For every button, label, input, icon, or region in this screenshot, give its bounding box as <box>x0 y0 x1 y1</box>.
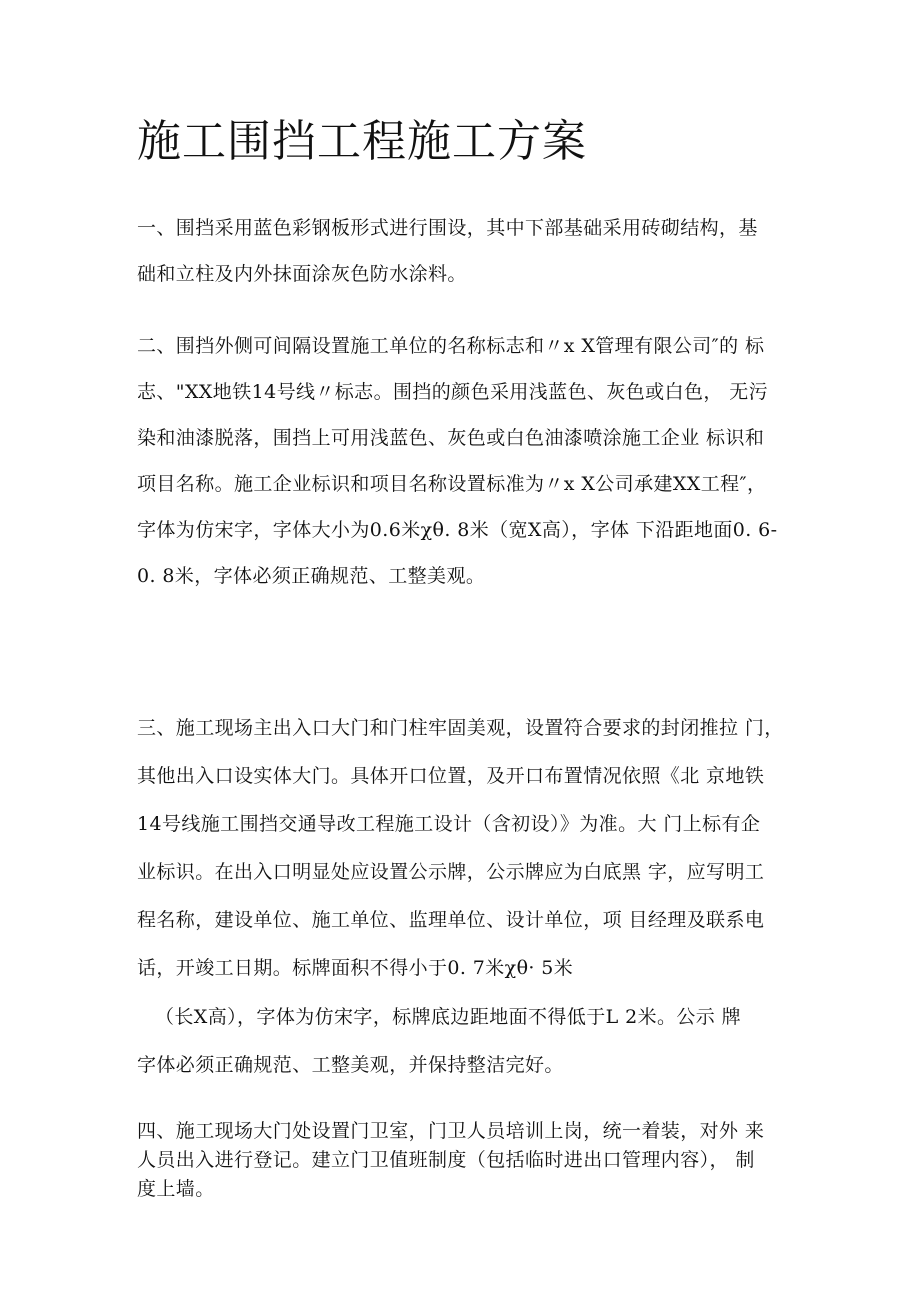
paragraph-line: 程名称，建设单位、施工单位、监理单位、设计单位，项 目经理及联系电 <box>137 909 765 931</box>
paragraph-line: 二、围挡外侧可间隔设置施工单位的名称标志和〃x X管理有限公司″的 标 <box>137 335 765 357</box>
paragraph-line: 染和油漆脱落，围挡上可用浅蓝色、灰色或白色油漆喷涂施工企业 标识和 <box>137 427 765 449</box>
section-2-paragraph <box>137 323 787 599</box>
paragraph-line: 字体必须正确规范、工整美观，并保持整洁完好。 <box>137 1054 564 1076</box>
paragraph-line: 字体为仿宋字，字体大小为0.6米χθ. 8米（宽X高），字体 下沿距地面0. 6- <box>137 519 778 541</box>
paragraph-line: 人员出入进行登记。建立门卫值班制度（包括临时进出口管理内容）， 制 <box>137 1149 755 1171</box>
paragraph-line: 项目名称。施工企业标识和项目名称设置标准为〃x X公司承建XX工程″， <box>137 473 767 495</box>
document-title: 施工围挡工程施工方案 <box>137 116 587 167</box>
paragraph-line: 话，开竣工日期。标牌面积不得小于0. 7米χθ· 5米 <box>137 957 574 979</box>
paragraph-line: 0. 8米，字体必须正确规范、工整美观。 <box>137 565 486 587</box>
paragraph-line: 三、施工现场主出入口大门和门柱牢固美观，设置符合要求的封闭推拉 门， <box>137 717 784 739</box>
section-3-continuation-paragraph <box>137 993 787 1089</box>
paragraph-line: 一、围挡采用蓝色彩钢板形式进行围设，其中下部基础采用砖砌结构，基 <box>137 217 758 239</box>
paragraph-line: （长X高），字体为仿宋字，标牌底边距地面不得低于L 2米。公示 牌 <box>155 1006 742 1028</box>
paragraph-line: 其他出入口设实体大门。具体开口位置，及开口布置情况依照《北 京地铁 <box>137 765 765 787</box>
paragraph-line: 志、"XX地铁14号线〃标志。围挡的颜色采用浅蓝色、灰色或白色， 无污 <box>137 381 769 403</box>
section-4-paragraph <box>137 1117 787 1204</box>
section-3-paragraph <box>137 704 787 992</box>
paragraph-line: 14号线施工围挡交通导改工程施工设计（含初设）》为准。大 门上标有企 <box>137 813 761 835</box>
paragraph-line: 业标识。在出入口明显处应设置公示牌，公示牌应为白底黑 字，应写明工 <box>137 861 765 883</box>
paragraph-line: 四、施工现场大门处设置门卫室，门卫人员培训上岗，统一着装，对外 来 <box>137 1120 765 1142</box>
paragraph-line: 础和立柱及内外抹面涂灰色防水涂料。 <box>137 263 467 285</box>
paragraph-line: 度上墙。 <box>137 1178 215 1200</box>
section-1-paragraph <box>137 205 787 297</box>
